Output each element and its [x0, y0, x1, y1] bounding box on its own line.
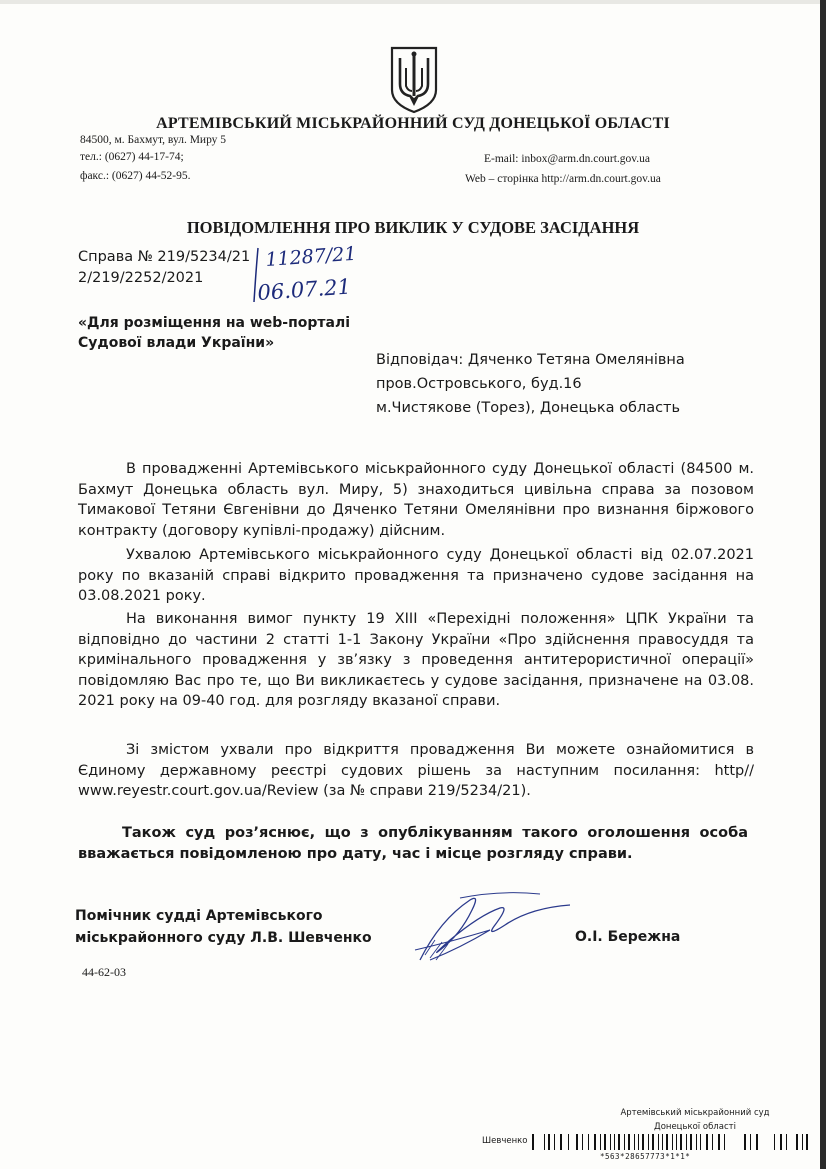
- stamp-clerk-name: Шевченко: [482, 1136, 528, 1146]
- trident-emblem-icon: [388, 44, 440, 114]
- handwritten-date: 06.07.21: [256, 274, 352, 305]
- assistant-title: Помічник судді Артемівського: [75, 908, 323, 924]
- court-website: Web – сторінка http://arm.dn.court.gov.ua: [465, 173, 661, 185]
- court-address: 84500, м. Бахмут, вул. Миру 5: [80, 134, 227, 146]
- stamp-court: Артемівський міськрайонний суд: [620, 1108, 770, 1118]
- respondent-name: Відповідач: Дяченко Тетяна Омелянівна: [376, 352, 685, 368]
- body-paragraph-5: Також суд роз’яснює, що з опублікуванням такого оголошення особа вважається повідомленою про дату, час і місце розгляду справи.: [78, 825, 748, 862]
- body-paragraph-2: Ухвалою Артемівського міськрайонного суду Донецької області від 02.07.2021 року по вказаній справі відкрито провадження та призначено судове засідання на 03.08.2021 року.: [78, 547, 754, 604]
- body-paragraph-1: В провадженні Артемівського міськрайонного суду Донецької області (84500 м. Бахмут Донецька область вул. Миру, 5) знаходиться цивільна справа за позовом Тимакової Тетяни Євгенівни до Дяченко Тетяни Омелянівни про визнання біржового контракту (договору купівлі-продажу) дійсним.: [78, 461, 754, 539]
- portal-note-line1: «Для розміщення на web-порталі: [78, 315, 351, 331]
- barcode-number: *563*28657773*1*1*: [600, 1152, 691, 1161]
- court-email: E-mail: inbox@arm.dn.court.gov.ua: [484, 153, 651, 165]
- handwritten-number: 11287/21: [264, 242, 358, 271]
- barcode-icon: [530, 1130, 810, 1152]
- respondent-city: м.Чистякове (Торез), Донецька область: [376, 400, 681, 416]
- assistant-block: [75, 905, 372, 949]
- court-fax: факс.: (0627) 44-52-95.: [80, 170, 191, 182]
- proceeding-number: 2/219/2252/2021: [78, 270, 204, 286]
- respondent-street: пров.Островського, буд.16: [376, 376, 582, 392]
- contact-phone: 44-62-03: [82, 965, 126, 979]
- court-phone: тел.: (0627) 44-17-74;: [80, 151, 184, 163]
- portal-note: [78, 313, 350, 353]
- assistant-name: міськрайонного суду Л.В. Шевченко: [75, 930, 372, 946]
- stamp-region: Донецької області: [654, 1122, 736, 1132]
- body-paragraph-3: На виконання вимог пункту 19 ХІІІ «Перехідні положення» ЦПК України та відповідно до частини 2 статті 1-1 Закону України «Про здійснення правосуддя та кримінального провадження у зв’язку з проведення антитерористичної операції» повідомляю Вас про те, що Ви викликаєтесь у судове засідання, призначене на 03.08. 2021 року на 09-40 год. для розгляду вказаної справи.: [78, 611, 754, 709]
- registration-stamp: [470, 1108, 810, 1166]
- scan-edge-top: [0, 0, 826, 4]
- court-name: АРТЕМІВСЬКИЙ МІСЬКРАЙОННИЙ СУД ДОНЕЦЬКОЇ ОБЛАСТІ: [156, 115, 670, 132]
- document-title: ПОВІДОМЛЕННЯ ПРО ВИКЛИК У СУДОВЕ ЗАСІДАННЯ: [186, 218, 640, 237]
- handwritten-registration: [248, 240, 378, 310]
- body-paragraph-4: Зі змістом ухвали про відкриття провадження Ви можете ознайомитися в Єдиному державному реєстрі судових рішень за наступним посилання: http// www.reyestr.court.gov.ua/Review (за № справи 219/5234/21).: [78, 742, 754, 799]
- handwritten-signature: [400, 880, 580, 970]
- portal-note-line2: Судової влади України»: [78, 335, 275, 351]
- case-number: Справа № 219/5234/21: [78, 249, 251, 265]
- signer-name: О.І. Бережна: [575, 929, 681, 945]
- scan-edge-right: [820, 0, 826, 1169]
